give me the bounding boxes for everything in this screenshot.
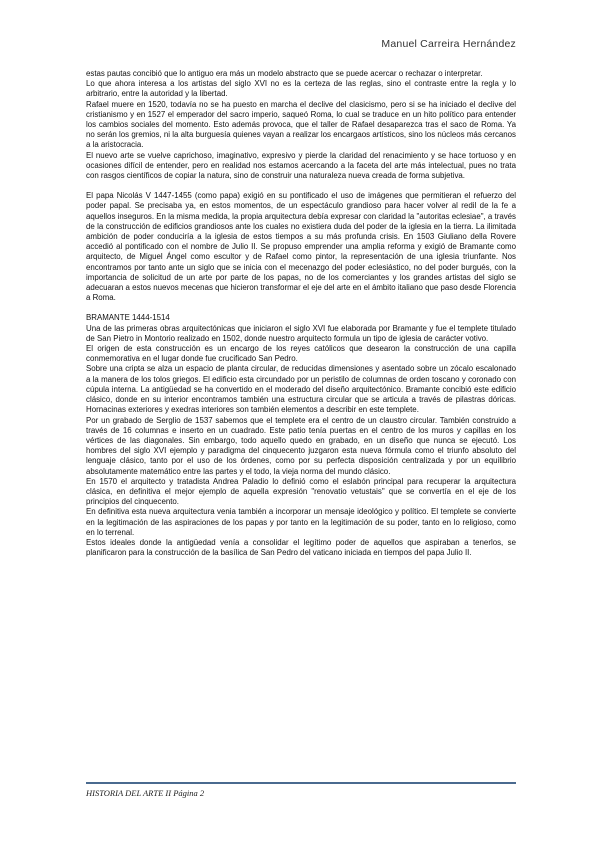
paragraph-gap [86,303,516,313]
paragraph: Por un grabado de Serglio de 1537 sabemos que el templete era el centro de un claustro circular. También construido a través de 16 columnas e inserto en un cuadrado. Este patio tenía puertas en el centro de los muros y capillas en los vértices de las diagonales. Sin embargo, todo aquello quedo en grabado, en un diseño que nunca se ejecutó. Los hombres del siglo XVI ejemplo y paradigma del cinquecento juzgaron esta nueva fórmula como el triunfo absoluto del lenguaje clásico, tanto por el uso de los órdenes, como por su perfecta disposición centralizada y por un equilibrio absolutamente matemático entre las partes y el todo, la vieja norma del mundo clásico. [86,415,516,476]
paragraph: Una de las primeras obras arquitectónicas que iniciaron el siglo XVI fue elaborada por Bramante y fue el templete titulado de San Pietro in Montorio realizado en 1502, donde nuestro arquitecto formula un tipo de iglesia de carácter votivo. [86,323,516,343]
document-body [86,69,516,558]
paragraph: Estos ideales donde la antigüedad venía a consolidar el legítimo poder de aquellos que aspiraban a tenerlos, se planificaron para la construcción de la basílica de San Pedro del vaticano iniciada en tiempos del papa Julio II. [86,537,516,558]
footer-page-label: HISTORIA DEL ARTE II Página 2 [86,788,205,798]
paragraph: Lo que ahora interesa a los artistas del siglo XVI no es la certeza de las reglas, sino el contraste entre la regla y lo arbitrario, entre la autoridad y la libertad. [86,79,516,99]
paragraph: En definitiva esta nueva arquitectura venia también a incorporar un mensaje ideológico y político. El templete se convierte en la legitimación de las aspiraciones de los papas y por tanto en la legitimación de su poder, tanto en lo religioso, como en lo terrenal. [86,507,516,537]
footer-divider [86,782,516,784]
paragraph: El nuevo arte se vuelve caprichoso, imaginativo, expresivo y pierde la claridad del renacimiento y se hace tortuoso y en ocasiones difícil de entender, pero en realidad nos estamos acercando a la faceta del arte más intelectual, pues no trata con rasgos científicos de copiar la natura, sino de construir una naturaleza nueva creada de forma subjetiva. [86,150,516,181]
paragraph: En 1570 el arquitecto y tratadista Andrea Paladio lo definió como el eslabón principal para recuperar la arquitectura clásica, en definitiva el mejor ejemplo de aquella expresión "renovatio vetustais" que se convertía en el eje de los principios del cinquecento. [86,476,516,507]
page-header-author: Manuel Carreira Hernández [381,38,516,50]
paragraph: Sobre una cripta se alza un espacio de planta circular, de reducidas dimensiones y asentado sobre un zócalo escalonado a la manera de los tolos griegos. El edificio esta circundado por un peristilo de columnas de orden toscano y coronado con cúpula interna. La antigüedad se ha convertido en el moderado del diseño arquitectónico. Bramante concibió este edificio clásico, donde en su interior encontramos también una estructura circular que se articula a través de pilastras dóricas. Hornacinas exteriores y exedras interiores son también elementos a describir en este templete. [86,364,516,415]
section-title-bramante: BRAMANTE 1444-1514 [86,313,170,323]
paragraph: Rafael muere en 1520, todavía no se ha puesto en marcha el declive del clasicismo, pero si se ha iniciado el declive del cristianismo y en 1527 el emperador del sacro imperio, saqueó Roma, lo cual se traduce en un hito político para entender los cambios sociales del momento. Esto además provoca, que el taller de Rafael desaparezca tras el saco de Roma. Ya no serán los gremios, ni la alta burguesía quienes vayan a realizar los encargaos artísticos, sino los núcleos más cercanos a la aristocracia. [86,99,516,150]
paragraph: El origen de esta construcción es un encargo de los reyes católicos que desearon la construcción de una capilla conmemorativa en el lugar donde fue crucificado San Pedro. [86,344,516,364]
paragraph: estas pautas concibió que lo antiguo era más un modelo abstracto que se puede acercar o rechazar o interpretar. [86,69,483,78]
paragraph-gap [86,181,516,191]
paragraph: El papa Nicolás V 1447-1455 (como papa) exigió en su pontificado el uso de imágenes que permitieran el refuerzo del poder papal. Se precisaba ya, en estos momentos, de un espectáculo grandioso para hacer volver al redil de la fe a aquellos inseguros. En la misma medida, la propia arquitectura debía expresar con claridad la "autoritas eclesiae", a través de la construcción de edificios grandiosos ante los cuales no existiera duda del poder de la iglesia en la tierra. La ilimitada ambición de poder conduciría a la iglesia de estos tiempos a su más profunda crisis. En 1503 Giuliano della Rovere accedió al pontificado con el nombre de Julio II. Se propuso emprender una amplia reforma y exigió de Bramante como arquitecto, de Miguel Ángel como escultor y de Rafael como pintor, la representación de una iglesia triunfante. Nos encontramos por tanto ante un siglo que se inicia con el mecenazgo del poder eclesiástico, no del poder burgués, con la importancia de solicitud de un arte por parte de los papas, no de los comerciantes y los grandes artistas del siglo se adecuaran a estos nuevos mecenas que hicieron transformar el eje del arte en el ámbito italiano que paso desde Florencia a Roma. [86,191,516,303]
